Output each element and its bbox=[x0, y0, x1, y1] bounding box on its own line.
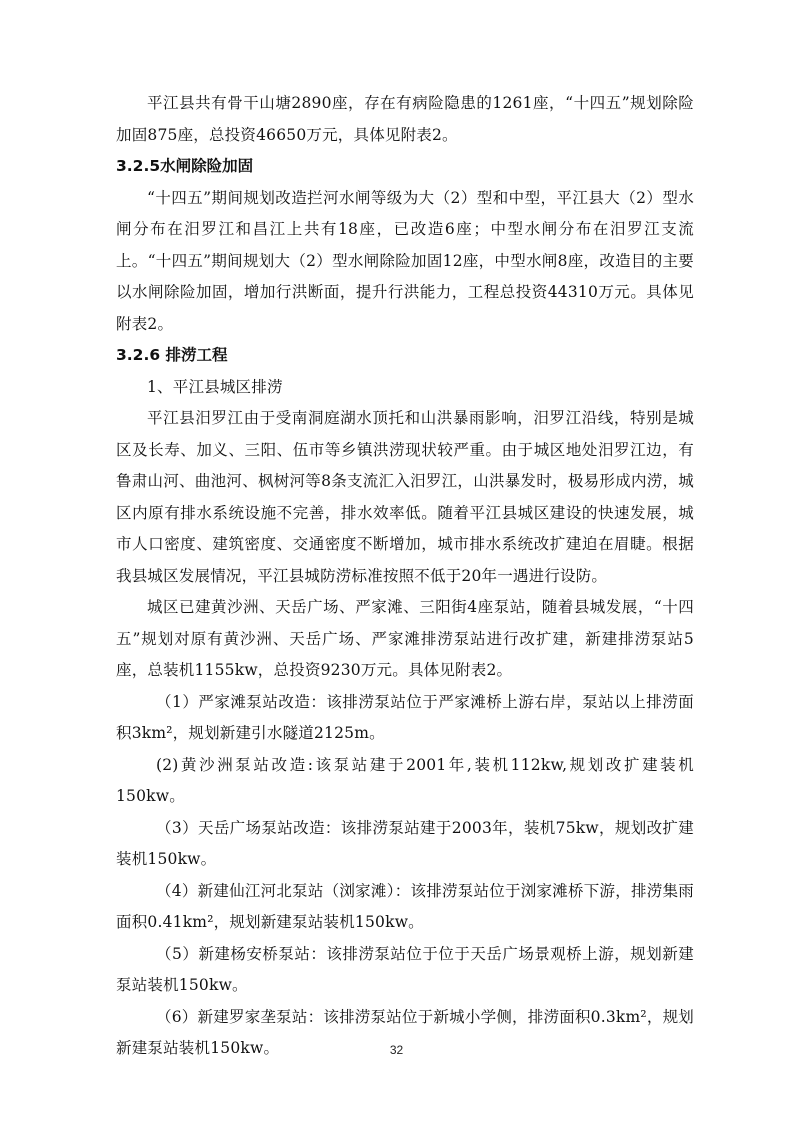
page-number: 32 bbox=[389, 1043, 404, 1057]
list-item-yanjiatan-station: （1）严家滩泵站改造：该排涝泵站位于严家滩桥上游右岸，泵站以上排涝面积3km²，规划新建引水隧道2125m。 bbox=[116, 692, 694, 742]
list-item-tianyue-square-station: （3）天岳广场泵站改造：该排涝泵站建于2003年，装机75kw，规划改扩建装机150kw。 bbox=[116, 818, 694, 868]
section-heading-sluice-reinforcement: 3.2.5水闸除险加固 bbox=[116, 157, 254, 175]
paragraph-urban-flooding: 平江县汨罗江由于受南洞庭湖水顶托和山洪暴雨影响，汨罗江沿线，特别是城区及长寿、加义、三阳、伍市等乡镇洪涝现状较严重。由于城区地处汨罗江边，有鲁肃山河、曲池河、枫树河等8条支流汇入汨罗江，山洪暴发时，极易形成内涝，城区内原有排水系统设施不完善，排水效率低。随着平江县城区建设的快速发展，城市人口密度、建筑密度、交通密度不断增加，城市排水系统改扩建迫在眉睫。根据我县城区发展情况，平江县城防涝标准按照不低于20年一遇进行设防。 bbox=[116, 409, 694, 585]
section-heading-drainage-works: 3.2.6 排涝工程 bbox=[116, 346, 228, 364]
paragraph-pump-stations: 城区已建黄沙洲、天岳广场、严家滩、三阳街4座泵站，随着县城发展，“十四五”规划对原有黄沙洲、天岳广场、严家滩排涝泵站进行改扩建，新建排涝泵站5座，总装机1155kw，总投资9230万元。具体见附表2。 bbox=[116, 598, 694, 679]
paragraph-sluice-plan: “十四五”期间规划改造拦河水闸等级为大（2）型和中型，平江县大（2）型水闸分布在汨罗江和昌江上共有18座，已改造6座；中型水闸分布在汨罗江支流上。“十四五”期间规划大（2）型水闸除险加固12座，中型水闸8座，改造目的主要以水闸除险加固，增加行洪断面，提升行洪能力，工程总投资44310万元。具体见附表2。 bbox=[116, 188, 694, 333]
list-item-luojialong-station: （6）新建罗家垄泵站：该排涝泵站位于新城小学侧，排涝面积0.3km²，规划新建泵站装机150kw。 bbox=[116, 1007, 694, 1057]
subheading-urban-drainage: 1、平江县城区排涝 bbox=[147, 377, 283, 396]
paragraph-hillside-ponds: 平江县共有骨干山塘2890座，存在有病险隐患的1261座，“十四五”规划除险加固875座，总投资46650万元，具体见附表2。 bbox=[116, 94, 694, 144]
list-item-xianjianghe-north-station: （4）新建仙江河北泵站（浏家滩）：该排涝泵站位于浏家滩桥下游，排涝集雨面积0.41km²，规划新建泵站装机150kw。 bbox=[116, 881, 694, 931]
list-item-huangshazhou-station: (2)黄沙洲泵站改造:该泵站建于2001年,装机112kw,规划改扩建装机150kw。 bbox=[116, 755, 694, 805]
list-item-yanganqiao-station: （5）新建杨安桥泵站：该排涝泵站位于位于天岳广场景观桥上游，规划新建泵站装机150kw。 bbox=[116, 944, 694, 994]
page-body bbox=[116, 88, 694, 1065]
